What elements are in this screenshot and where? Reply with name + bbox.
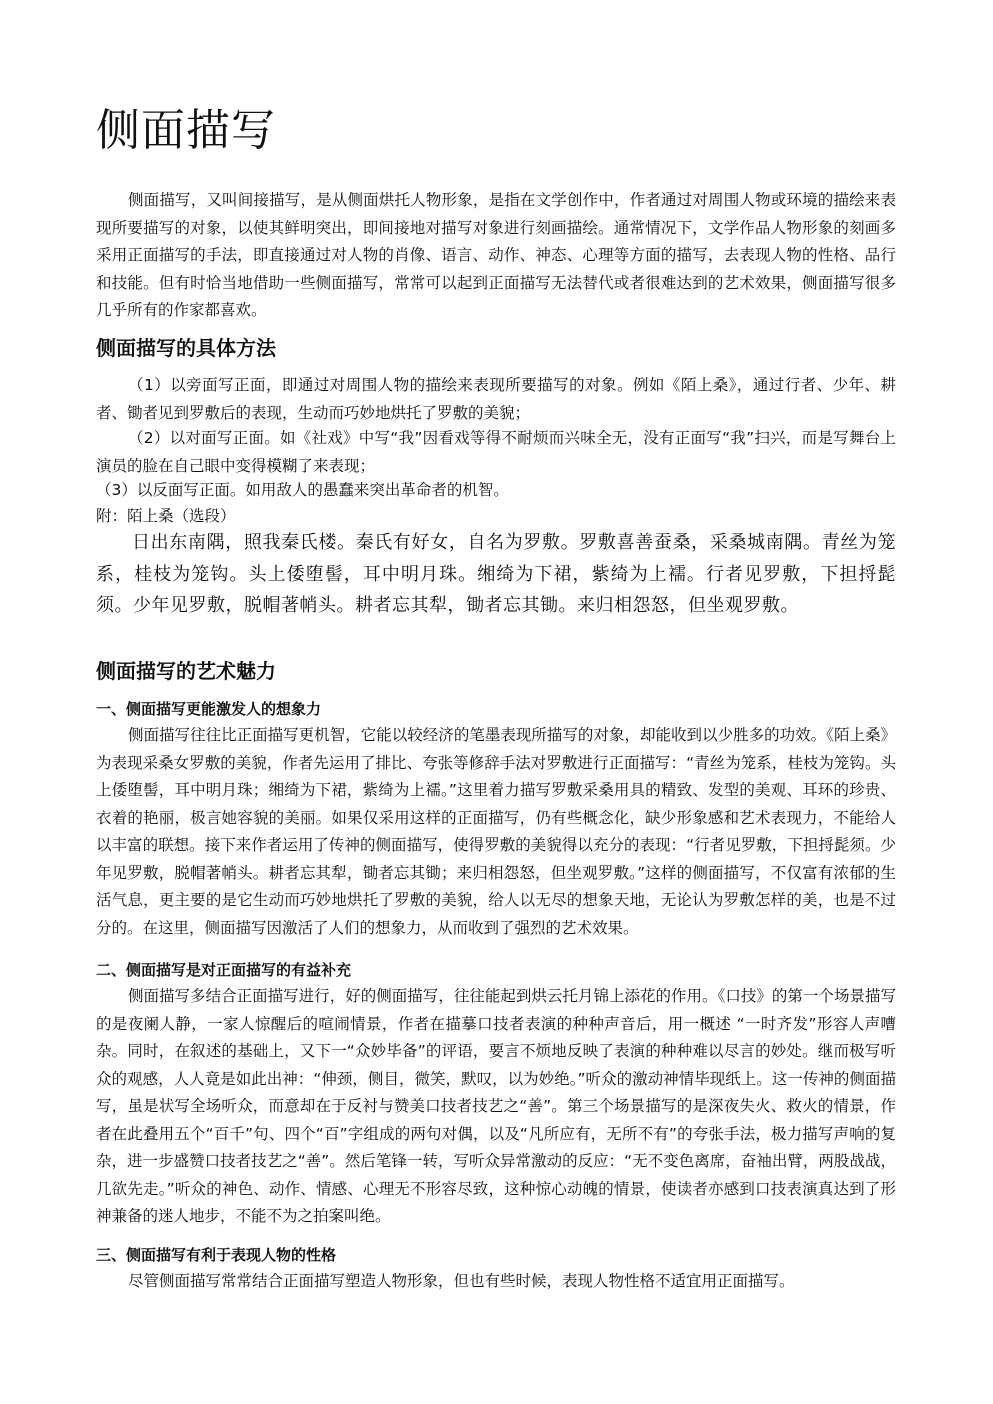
subheading-supplement: 二、侧面描写是对正面描写的有益补充	[96, 961, 352, 979]
paragraph-supplement: 侧面描写多结合正面描写进行，好的侧面描写，往往能起到烘云托月锦上添花的作用。《口技》的第一个场景描写的是夜阑人静，一家人惊醒后的喧闹情景，作者在描摹口技者表演的种种声音后，用一概述 “一时齐发”形容人声嘈杂。同时，在叙述的基础上，又下一“众妙毕备”的评语，要言不烦地反映了表演的种种难以尽言的妙处。继而极写听众的观感，人人竟是如此出神：“伸颈，侧目，微笑，默叹，以为妙绝。”听众的激动神情毕现纸上。这一传神的侧面描写，虽是状写全场听众，而意却在于反衬与赞美口技者技艺之“善”。第三个场景描写的是深夜失火、救火的情景，作者在此叠用五个“百千”句、四个“百”字组成的两句对偶，以及“凡所应有，无所不有”的夸张手法，极力描写声响的复杂，进一步盛赞口技者技艺之“善”。然后笔锋一转，写听众异常激动的反应：“无不变色离席，奋袖出臂，两股战战，几欲先走。”听众的神色、动作、情感、心理无不形容尽致，这种惊心动魄的情景，使读者亦感到口技表演真达到了形神兼备的迷人地步，不能不为之拍案叫绝。	[96, 987, 896, 1225]
method-item-3: （3）以反面写正面。如用敌人的愚蠢来突出革命者的机智。	[96, 481, 509, 499]
paragraph-imagination: 侧面描写往往比正面描写更机智，它能以较经济的笔墨表现所描写的对象，却能收到以少胜多的功效。《陌上桑》为表现采桑女罗敷的美貌，作者先运用了排比、夸张等修辞手法对罗敷进行正面描写：“青丝为笼系，桂枝为笼钩。头上倭堕髻，耳中明月珠；缃绮为下裙，紫绮为上襦。”这里着力描写罗敷采桑用具的精致、发型的美观、耳环的珍贵、衣着的艳丽，极言她容貌的美丽。如果仅采用这样的正面描写，仍有些概念化，缺少形象感和艺术表现力，不能给人以丰富的联想。接下来作者运用了传神的侧面描写，使得罗敷的美貌得以充分的表现：“行者见罗敷，下担捋髭须。少年见罗敷，脱帽著帩头。耕者忘其犁，锄者忘其锄；来归相怨怒，但坐观罗敷。”这样的侧面描写，不仅富有浓郁的生活气息，更主要的是它生动而巧妙地烘托了罗敷的美貌，给人以无尽的想象天地，无论认为罗敷怎样的美，也是不过分的。在这里，侧面描写因激活了人们的想象力，从而收到了强烈的艺术效果。	[96, 726, 896, 937]
method-item-1: （1）以旁面写正面，即通过对周围人物的描绘来表现所要描写的对象。例如《陌上桑》，通过行者、少年、耕者、锄者见到罗敷后的表现，生动而巧妙地烘托了罗敷的美貌；	[96, 376, 896, 422]
section-heading-methods: 侧面描写的具体方法	[96, 336, 276, 360]
subheading-character: 三、侧面描写有利于表现人物的性格	[96, 1246, 337, 1264]
paragraph-character: 尽管侧面描写常常结合正面描写塑造人物形象，但也有些时候，表现人物性格不适宜用正面描写。	[128, 1272, 795, 1290]
page-title: 侧面描写	[96, 105, 276, 156]
section-heading-art: 侧面描写的艺术魅力	[96, 659, 276, 683]
intro-paragraph: 侧面描写，又叫间接描写，是从侧面烘托人物形象，是指在文学创作中，作者通过对周围人物或环境的描绘来表现所要描写的对象，以使其鲜明突出，即间接地对描写对象进行刻画描绘。通常情况下，文学作品人物形象的刻画多采用正面描写的手法，即直接通过对人物的肖像、语言、动作、神态、心理等方面的描写，去表现人物的性格、品行和技能。但有时恰当地借助一些侧面描写，常常可以起到正面描写无法替代或者很难达到的艺术效果，侧面描写很多几乎所有的作家都喜欢。	[96, 191, 896, 319]
poem-excerpt: 日出东南隅，照我秦氏楼。秦氏有好女，自名为罗敷。罗敷喜善蚕桑，采桑城南隅。青丝为笼系，桂枝为笼钩。头上倭堕髻，耳中明月珠。缃绮为下裙，紫绮为上襦。行者见罗敷，下担捋髭须。少年见罗敷，脱帽著帩头。耕者忘其犁，锄者忘其锄。来归相怨怒，但坐观罗敷。	[96, 532, 896, 616]
appendix-label: 附：陌上桑（选段）	[96, 507, 236, 525]
subheading-imagination: 一、侧面描写更能激发人的想象力	[96, 700, 322, 718]
method-item-2: （2）以对面写正面。如《社戏》中写“我”因看戏等得不耐烦而兴味全无，没有正面写“我”扫兴，而是写舞台上演员的脸在自己眼中变得模糊了来表现；	[96, 429, 896, 475]
